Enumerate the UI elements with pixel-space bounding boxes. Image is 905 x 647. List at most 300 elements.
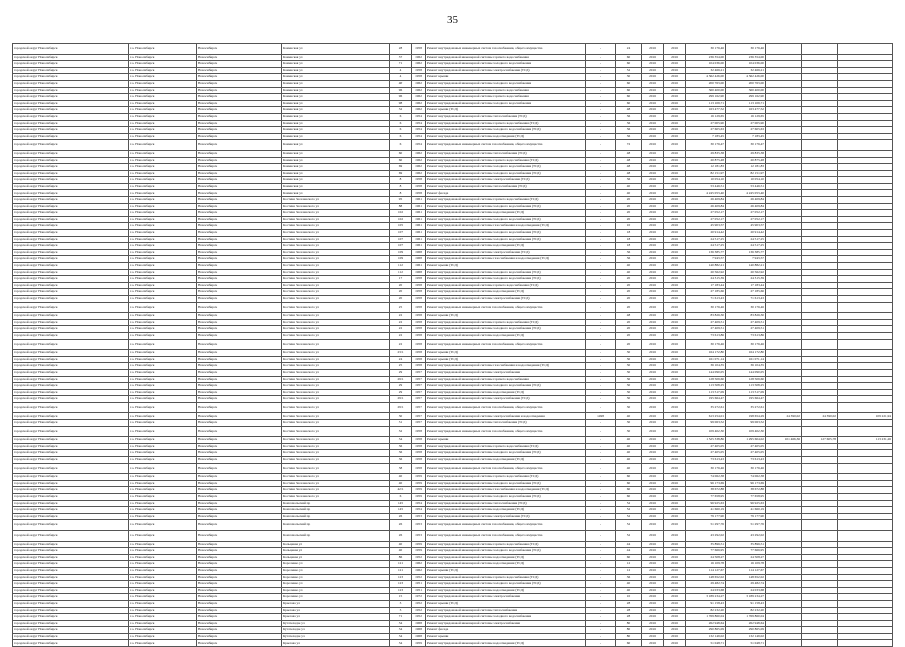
table-cell: г.о. Новосибирск bbox=[129, 230, 197, 237]
table-cell: Ремонт внутридомовой инженерной системы холодного водоснабжения bbox=[426, 61, 586, 68]
table-cell: Новосибирск bbox=[197, 263, 282, 270]
table-cell: городской округ Новосибирск bbox=[13, 376, 129, 383]
table-cell bbox=[838, 480, 893, 487]
table-cell: - bbox=[586, 383, 616, 390]
table-cell bbox=[802, 627, 838, 634]
table-cell bbox=[838, 183, 893, 190]
table-row bbox=[13, 541, 893, 548]
table-cell: Новосибирск bbox=[197, 450, 282, 457]
table-cell: 72 bbox=[616, 140, 642, 151]
table-cell: 71 613,43 bbox=[726, 295, 766, 302]
table-cell: 121 bbox=[390, 567, 412, 574]
table-cell: 38 672,88 bbox=[726, 487, 766, 494]
table-cell: Ремонт внутридомовых инженерных систем газоснабжения, общего имущества bbox=[426, 44, 586, 55]
table-cell: 73 613,43 bbox=[686, 457, 726, 464]
table-cell: Новосибирск bbox=[197, 463, 282, 474]
table-cell bbox=[838, 133, 893, 140]
table-cell bbox=[838, 520, 893, 531]
table-cell bbox=[766, 243, 802, 250]
table-cell: Короленко ул bbox=[282, 594, 390, 601]
table-cell: - bbox=[586, 541, 616, 548]
table-cell: 2016 bbox=[664, 94, 686, 101]
table-cell: 51 297,76 bbox=[726, 520, 766, 531]
table-cell: г.о. Новосибирск bbox=[129, 326, 197, 333]
table-cell: - bbox=[586, 520, 616, 531]
table-row bbox=[13, 463, 893, 474]
table-cell: Новосибирск bbox=[197, 548, 282, 555]
table-cell bbox=[802, 487, 838, 494]
table-cell: - bbox=[586, 554, 616, 561]
table-cell: - bbox=[586, 587, 616, 594]
table-cell: 163 477,52 bbox=[726, 107, 766, 114]
table-cell: г.о. Новосибирск bbox=[129, 561, 197, 568]
table-cell bbox=[802, 223, 838, 230]
table-cell: 2016 bbox=[642, 640, 664, 647]
table-cell bbox=[802, 54, 838, 61]
table-cell: 2016 bbox=[664, 437, 686, 444]
table-cell: 29/1 bbox=[390, 396, 412, 403]
table-cell bbox=[802, 150, 838, 157]
table-cell: Новосибирск bbox=[197, 210, 282, 217]
table-cell bbox=[766, 581, 802, 588]
table-cell: Короленко ул bbox=[282, 561, 390, 568]
table-cell: г.о. Новосибирск bbox=[129, 332, 197, 339]
table-cell: городской округ Новосибирск bbox=[13, 120, 129, 127]
table-cell: 1957 bbox=[412, 413, 426, 420]
table-cell: 2016 bbox=[664, 113, 686, 120]
table-cell: 1958 bbox=[412, 74, 426, 81]
table-cell: Костина Заселенского ул bbox=[282, 426, 390, 437]
table-cell bbox=[766, 313, 802, 320]
table-cell: 31 bbox=[390, 420, 412, 427]
table-cell: 2016 bbox=[642, 133, 664, 140]
table-cell: 80 bbox=[616, 620, 642, 627]
table-cell: г.о. Новосибирск bbox=[129, 620, 197, 627]
table-cell: 1958 bbox=[412, 313, 426, 320]
table-cell: Кутателадзе ул bbox=[282, 633, 390, 640]
table-cell: 2016 bbox=[664, 614, 686, 621]
table-cell: 2016 bbox=[642, 289, 664, 296]
table-cell: 28 bbox=[390, 44, 412, 55]
table-cell: 20 bbox=[616, 216, 642, 223]
table-cell: 114 127,67 bbox=[726, 567, 766, 574]
table-cell: 73 613,86 bbox=[726, 332, 766, 339]
table-cell: Костина Заселенского ул bbox=[282, 295, 390, 302]
table-cell bbox=[766, 627, 802, 634]
table-cell: г.о. Новосибирск bbox=[129, 216, 197, 223]
table-cell bbox=[838, 120, 893, 127]
table-cell: 198 654,29 bbox=[726, 413, 766, 420]
table-cell: городской округ Новосибирск bbox=[13, 561, 129, 568]
table-cell: Новосибирск bbox=[197, 256, 282, 263]
table-cell: 2016 bbox=[642, 581, 664, 588]
table-cell: городской округ Новосибирск bbox=[13, 80, 129, 87]
table-cell: г.о. Новосибирск bbox=[129, 236, 197, 243]
table-cell: 2016 bbox=[642, 61, 664, 68]
table-cell: 2016 bbox=[664, 554, 686, 561]
table-cell: 20 bbox=[616, 203, 642, 210]
table-cell: 83 826,30 bbox=[726, 313, 766, 320]
table-cell: 30 176,47 bbox=[726, 140, 766, 151]
table-cell bbox=[838, 295, 893, 302]
table-cell: г.о. Новосибирск bbox=[129, 74, 197, 81]
table-cell: г.о. Новосибирск bbox=[129, 44, 197, 55]
table-cell bbox=[838, 594, 893, 601]
table-cell bbox=[802, 420, 838, 427]
table-cell: 2016 bbox=[664, 74, 686, 81]
table-cell bbox=[802, 594, 838, 601]
table-cell bbox=[766, 54, 802, 61]
table-cell bbox=[838, 450, 893, 457]
table-cell: городской округ Новосибирск bbox=[13, 633, 129, 640]
table-cell: Новосибирск bbox=[197, 67, 282, 74]
table-cell bbox=[766, 302, 802, 313]
table-cell: - bbox=[586, 107, 616, 114]
page-number: 35 bbox=[447, 14, 458, 26]
table-cell: 2016 bbox=[664, 127, 686, 134]
table-cell: 2016 bbox=[642, 256, 664, 263]
table-cell bbox=[802, 500, 838, 507]
table-cell: 25 bbox=[390, 363, 412, 370]
table-row bbox=[13, 350, 893, 357]
table-cell: 77 658,95 bbox=[726, 494, 766, 501]
table-cell: городской округ Новосибирск bbox=[13, 276, 129, 283]
table-cell: 22 bbox=[390, 313, 412, 320]
table-cell bbox=[838, 356, 893, 363]
table-cell: 2016 bbox=[664, 640, 686, 647]
table-cell: 51 297,76 bbox=[686, 520, 726, 531]
table-row bbox=[13, 54, 893, 61]
table-cell: Костина Заселенского ул bbox=[282, 203, 390, 210]
table-cell: 113 517,09 bbox=[686, 389, 726, 396]
table-cell: 104 036,00 bbox=[686, 61, 726, 68]
table-cell: 17 183,44 bbox=[726, 282, 766, 289]
table-cell: 2016 bbox=[642, 302, 664, 313]
table-cell bbox=[802, 133, 838, 140]
table-cell: 2016 bbox=[642, 389, 664, 396]
table-cell: 123 bbox=[390, 574, 412, 581]
table-cell bbox=[766, 87, 802, 94]
table-cell: 2016 bbox=[642, 627, 664, 634]
table-cell: Новосибирск bbox=[197, 289, 282, 296]
table-cell: 107 bbox=[390, 243, 412, 250]
table-cell bbox=[766, 197, 802, 204]
table-cell: Новосибирск bbox=[197, 402, 282, 413]
table-cell: 1958 bbox=[412, 426, 426, 437]
table-cell: 52 bbox=[616, 520, 642, 531]
table-cell: Ремонт внутридомовой инженерной системы водоотведения (ТСД) bbox=[426, 507, 586, 514]
table-cell bbox=[838, 157, 893, 164]
table-cell: городской округ Новосибирск bbox=[13, 369, 129, 376]
table-cell bbox=[838, 197, 893, 204]
table-cell: - bbox=[586, 133, 616, 140]
table-cell: Ремонт крыши (ТСД) bbox=[426, 107, 586, 114]
table-cell: 26 409,84 bbox=[726, 203, 766, 210]
table-cell bbox=[766, 443, 802, 450]
table-cell: Новосибирск bbox=[197, 587, 282, 594]
table-row bbox=[13, 120, 893, 127]
table-cell: 41 660,19 bbox=[726, 507, 766, 514]
table-row bbox=[13, 607, 893, 614]
table-cell: 1 295 604,02 bbox=[726, 437, 766, 444]
table-cell bbox=[766, 44, 802, 55]
table-cell: - bbox=[586, 256, 616, 263]
table-cell: 12 bbox=[616, 561, 642, 568]
table-cell: 27 052,17 bbox=[686, 210, 726, 217]
table-cell: городской округ Новосибирск bbox=[13, 67, 129, 74]
table-cell: г.о. Новосибирск bbox=[129, 249, 197, 256]
table-cell: 2016 bbox=[642, 402, 664, 413]
table-cell bbox=[838, 249, 893, 256]
table-cell: 99 063,52 bbox=[726, 420, 766, 427]
table-cell: 107 bbox=[390, 236, 412, 243]
table-cell: городской округ Новосибирск bbox=[13, 581, 129, 588]
table-cell: 53 446,51 bbox=[686, 183, 726, 190]
table-cell: 12 181,83 bbox=[686, 164, 726, 171]
table-cell: Костина Заселенского ул bbox=[282, 332, 390, 339]
table-cell bbox=[802, 44, 838, 55]
table-cell: 2016 bbox=[642, 140, 664, 151]
table-cell bbox=[838, 210, 893, 217]
table-cell: 1958 bbox=[412, 302, 426, 313]
table-cell: 96 bbox=[390, 87, 412, 94]
table-cell bbox=[838, 140, 893, 151]
table-cell bbox=[802, 302, 838, 313]
table-cell bbox=[766, 133, 802, 140]
table-cell: 51 048,71 bbox=[686, 640, 726, 647]
table-cell: 2016 bbox=[664, 150, 686, 157]
table-cell: г.о. Новосибирск bbox=[129, 94, 197, 101]
table-row bbox=[13, 500, 893, 507]
table-cell: Новосибирск bbox=[197, 633, 282, 640]
table-cell: 2016 bbox=[664, 216, 686, 223]
table-cell: 2016 bbox=[664, 276, 686, 283]
table-cell: 2016 bbox=[664, 383, 686, 390]
table-cell: 12 bbox=[616, 567, 642, 574]
table-cell: 71 bbox=[390, 61, 412, 68]
table-cell: 30 bbox=[616, 350, 642, 357]
table-cell bbox=[838, 620, 893, 627]
table-row bbox=[13, 356, 893, 363]
table-cell: 43 292,02 bbox=[726, 530, 766, 541]
table-cell: Костина Заселенского ул bbox=[282, 236, 390, 243]
table-cell bbox=[766, 74, 802, 81]
table-cell: 2016 bbox=[664, 494, 686, 501]
table-cell: 30 176,46 bbox=[726, 339, 766, 350]
table-cell: Ремонт внутридомовой инженерной системы горячего водоснабжения (ТСД) bbox=[426, 474, 586, 481]
table-cell: 113 109,71 bbox=[686, 100, 726, 107]
table-cell: 1952 bbox=[412, 600, 426, 607]
table-cell bbox=[838, 581, 893, 588]
table-cell: 136 385,77 bbox=[686, 249, 726, 256]
table-cell: городской округ Новосибирск bbox=[13, 574, 129, 581]
table-cell: Ремонт внутридомовой инженерной системы теплоснабжения (ТСД) bbox=[426, 150, 586, 157]
table-cell: 2016 bbox=[664, 633, 686, 640]
table-cell: г.о. Новосибирск bbox=[129, 487, 197, 494]
table-cell: - bbox=[586, 190, 616, 197]
table-cell: 2016 bbox=[642, 127, 664, 134]
table-cell: Новосибирск bbox=[197, 80, 282, 87]
table-cell: 2016 bbox=[664, 376, 686, 383]
table-cell: 36 bbox=[616, 574, 642, 581]
table-cell: Новосибирск bbox=[197, 413, 282, 420]
table-cell bbox=[802, 369, 838, 376]
table-cell: 109 221,94 bbox=[838, 413, 893, 420]
table-cell bbox=[802, 127, 838, 134]
table-cell: 2016 bbox=[642, 236, 664, 243]
table-cell bbox=[838, 494, 893, 501]
table-cell: 2016 bbox=[642, 44, 664, 55]
table-cell: Новосибирск bbox=[197, 494, 282, 501]
table-cell bbox=[802, 164, 838, 171]
table-cell bbox=[766, 269, 802, 276]
table-cell: 42/1 bbox=[390, 487, 412, 494]
table-cell bbox=[766, 127, 802, 134]
table-row bbox=[13, 627, 893, 634]
table-cell: Ремонт внутридомовой инженерной системы горячего водоснабжения bbox=[426, 376, 586, 383]
table-cell: 2016 bbox=[664, 203, 686, 210]
table-cell: Новосибирск bbox=[197, 223, 282, 230]
table-cell: 2016 bbox=[664, 402, 686, 413]
table-cell: Ремонт внутридомовой инженерной системы теплоснабжения (ТСД) bbox=[426, 183, 586, 190]
table-cell: Комсомольский пр bbox=[282, 520, 390, 531]
table-cell: 24 517,25 bbox=[726, 236, 766, 243]
table-cell: 2016 bbox=[642, 413, 664, 420]
table-cell: г.о. Новосибирск bbox=[129, 256, 197, 263]
table-cell: городской округ Новосибирск bbox=[13, 183, 129, 190]
table-cell: 2016 bbox=[642, 120, 664, 127]
table-cell: г.о. Новосибирск bbox=[129, 548, 197, 555]
table-cell: Ремонт внутридомовой инженерной системы горячего водоснабжения (ТСД) bbox=[426, 574, 586, 581]
table-cell: Новосибирск bbox=[197, 507, 282, 514]
table-cell: 30 bbox=[616, 426, 642, 437]
table-cell: Костина Заселенского ул bbox=[282, 282, 390, 289]
table-cell: 2016 bbox=[642, 607, 664, 614]
table-cell bbox=[802, 389, 838, 396]
table-cell bbox=[802, 520, 838, 531]
table-cell bbox=[802, 640, 838, 647]
table-cell bbox=[766, 236, 802, 243]
table-cell: г.о. Новосибирск bbox=[129, 363, 197, 370]
table-cell: 2016 bbox=[664, 133, 686, 140]
table-cell: Костина Заселенского ул bbox=[282, 339, 390, 350]
table-cell: 1968 bbox=[412, 249, 426, 256]
table-cell: Каменская ул bbox=[282, 44, 390, 55]
table-cell: г.о. Новосибирск bbox=[129, 67, 197, 74]
table-cell: 2016 bbox=[664, 520, 686, 531]
table-row bbox=[13, 223, 893, 230]
table-row bbox=[13, 216, 893, 223]
table-cell bbox=[766, 339, 802, 350]
table-cell: городской округ Новосибирск bbox=[13, 389, 129, 396]
table-cell: 28 bbox=[616, 614, 642, 621]
table-cell: Новосибирск bbox=[197, 640, 282, 647]
table-cell: 101 466,36 bbox=[766, 437, 802, 444]
table-cell: 2016 bbox=[642, 203, 664, 210]
table-cell: городской округ Новосибирск bbox=[13, 269, 129, 276]
table-cell: городской округ Новосибирск bbox=[13, 402, 129, 413]
table-cell: Новосибирск bbox=[197, 350, 282, 357]
table-row bbox=[13, 150, 893, 157]
table-cell: 2016 bbox=[664, 607, 686, 614]
table-cell: Ремонт внутридомовой инженерной системы водоотведения (ТСД) bbox=[426, 587, 586, 594]
table-cell: Каменская ул bbox=[282, 113, 390, 120]
table-cell: 95 bbox=[390, 197, 412, 204]
table-cell: 2016 bbox=[664, 177, 686, 184]
table-cell bbox=[766, 369, 802, 376]
table-cell: 2016 bbox=[664, 581, 686, 588]
table-cell: г.о. Новосибирск bbox=[129, 276, 197, 283]
table-cell bbox=[766, 620, 802, 627]
table-cell: г.о. Новосибирск bbox=[129, 494, 197, 501]
table-cell: г.о. Новосибирск bbox=[129, 289, 197, 296]
table-cell bbox=[766, 80, 802, 87]
table-cell: 2016 bbox=[642, 450, 664, 457]
table-cell bbox=[838, 389, 893, 396]
table-cell: г.о. Новосибирск bbox=[129, 113, 197, 120]
table-cell: Костина Заселенского ул bbox=[282, 326, 390, 333]
table-cell: Ремонт внутридомовой инженерной системы холодного водоснабжения (ТСД) bbox=[426, 269, 586, 276]
table-cell: 2016 bbox=[642, 177, 664, 184]
table-row bbox=[13, 507, 893, 514]
table-cell: 24 517,25 bbox=[686, 236, 726, 243]
table-cell bbox=[766, 363, 802, 370]
table-cell: городской округ Новосибирск bbox=[13, 530, 129, 541]
table-cell: 77 658,95 bbox=[686, 494, 726, 501]
table-cell: г.о. Новосибирск bbox=[129, 197, 197, 204]
table-cell: 2016 bbox=[664, 450, 686, 457]
table-cell bbox=[802, 507, 838, 514]
table-cell: Ремонт крыши (ТСД) bbox=[426, 263, 586, 270]
table-cell: 41 660,19 bbox=[686, 507, 726, 514]
table-cell: Новосибирск bbox=[197, 197, 282, 204]
table-cell: 77 666,95 bbox=[686, 548, 726, 555]
table-cell bbox=[766, 383, 802, 390]
table-cell: 195 664,47 bbox=[686, 396, 726, 403]
table-cell: 2016 bbox=[664, 443, 686, 450]
table-cell: 2016 bbox=[664, 230, 686, 237]
table-cell bbox=[766, 480, 802, 487]
table-cell: 1952 bbox=[412, 574, 426, 581]
table-cell: 29 bbox=[390, 389, 412, 396]
table-cell: 17 183,44 bbox=[686, 282, 726, 289]
table-row bbox=[13, 633, 893, 640]
table-row bbox=[13, 614, 893, 621]
table-row bbox=[13, 554, 893, 561]
table-cell bbox=[838, 567, 893, 574]
table-cell: 1954 bbox=[412, 507, 426, 514]
table-cell: 30 176,46 bbox=[686, 44, 726, 55]
table-cell bbox=[838, 67, 893, 74]
table-cell: Ремонт внутридомовой инженерной системы теплоснабжения (ТСД) bbox=[426, 113, 586, 120]
table-cell bbox=[766, 263, 802, 270]
table-cell: 2016 bbox=[664, 356, 686, 363]
table-cell: городской округ Новосибирск bbox=[13, 507, 129, 514]
table-cell: Новосибирск bbox=[197, 541, 282, 548]
table-cell: Костина Заселенского ул bbox=[282, 443, 390, 450]
table-cell: 1962 bbox=[412, 87, 426, 94]
table-cell bbox=[838, 170, 893, 177]
table-cell: 2016 bbox=[642, 183, 664, 190]
table-cell: городской округ Новосибирск bbox=[13, 500, 129, 507]
table-cell: 30 176,46 bbox=[726, 463, 766, 474]
table-cell bbox=[802, 567, 838, 574]
table-cell: 2016 bbox=[642, 383, 664, 390]
table-row bbox=[13, 457, 893, 464]
table-cell: Костина Заселенского ул bbox=[282, 480, 390, 487]
table-cell: - bbox=[586, 197, 616, 204]
table-cell bbox=[838, 326, 893, 333]
